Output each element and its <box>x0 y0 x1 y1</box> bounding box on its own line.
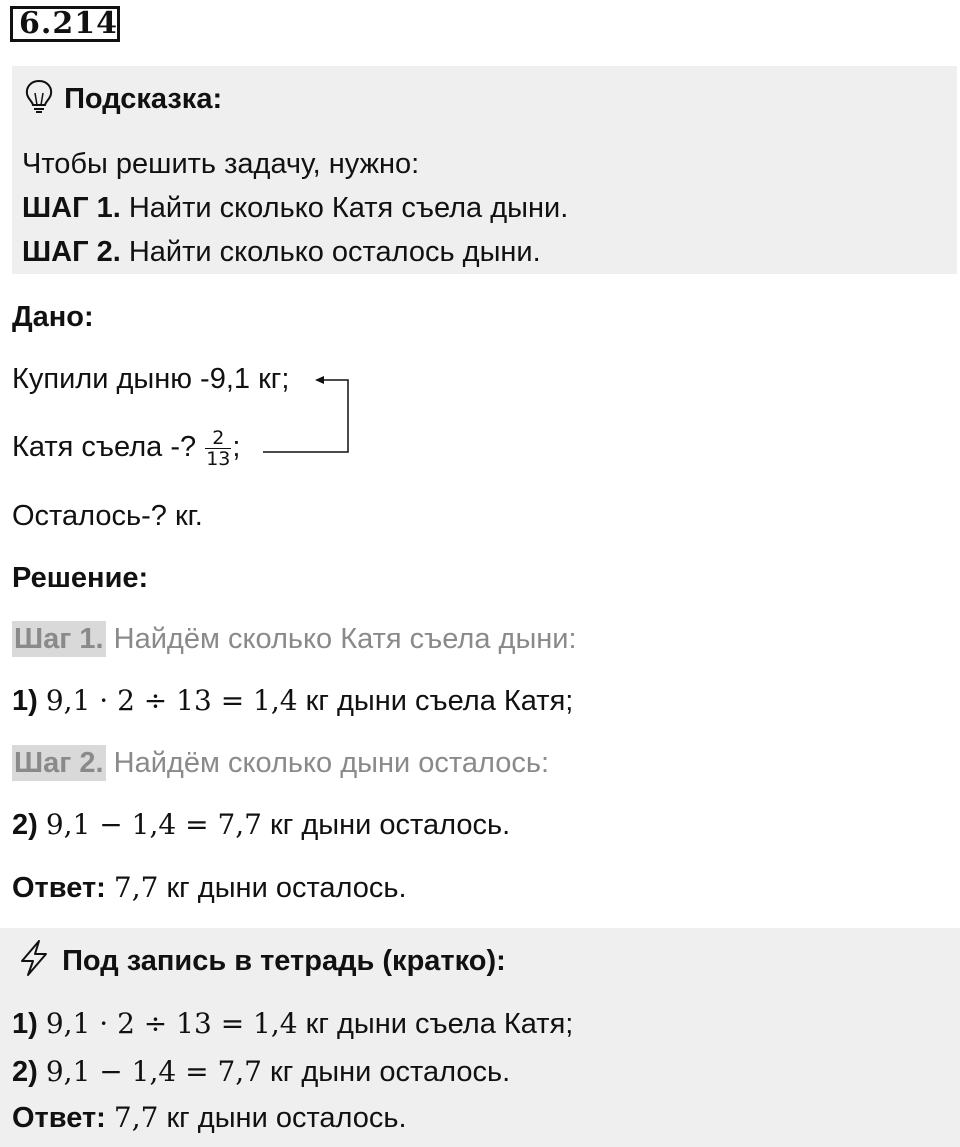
calc-number: 2) <box>12 809 38 841</box>
hint-title-row <box>22 78 222 123</box>
solution-title: Решение: <box>12 562 149 594</box>
given-eaten-label: Катя съела -? <box>12 431 197 464</box>
calc-expression: 9,1 · 2 ÷ 13 = 1,4 <box>45 1007 298 1040</box>
notes-title-row <box>14 938 506 987</box>
answer-label: Ответ: <box>12 1102 106 1134</box>
solution-calc-2 <box>12 807 510 843</box>
solution-calc-1 <box>12 683 573 719</box>
step-text: Найдём сколько Катя съела дыни: <box>113 623 577 655</box>
hint-step-label: ШАГ 2. <box>22 236 121 268</box>
hint-intro: Чтобы решить задачу, нужно: <box>22 148 420 180</box>
lightning-icon <box>14 938 54 987</box>
hint-step-label: ШАГ 1. <box>22 192 121 224</box>
calc-number: 1) <box>12 1008 38 1040</box>
calc-expression: 9,1 · 2 ÷ 13 = 1,4 <box>45 684 298 717</box>
given-line-1: Купили дыню -9,1 кг; <box>12 363 290 395</box>
problem-number: 6.214 <box>10 6 120 42</box>
lightbulb-icon <box>22 78 56 123</box>
step-text: Найдём сколько дыни осталось: <box>113 747 549 779</box>
hint-title: Подсказка: <box>64 83 223 116</box>
calc-text: кг дыни осталось. <box>270 1056 511 1088</box>
fraction <box>205 428 231 469</box>
hint-step-1 <box>22 190 568 226</box>
given-line-2-suffix: ; <box>232 431 241 464</box>
given-line-3: Осталось-? кг. <box>12 500 203 532</box>
solution-step-2 <box>12 745 549 781</box>
answer-value: 7,7 <box>113 871 159 904</box>
step-label: Шаг 2. <box>14 747 104 779</box>
answer-label: Ответ: <box>12 872 106 904</box>
answer-text: кг дыни осталось. <box>166 1102 407 1134</box>
given-line-2 <box>12 428 240 469</box>
notes-calc-1 <box>12 1006 573 1042</box>
bracket-connector <box>255 370 355 460</box>
given-title: Дано: <box>12 301 94 333</box>
answer-value: 7,7 <box>113 1101 159 1134</box>
calc-number: 1) <box>12 685 38 717</box>
fraction-denominator: 13 <box>206 448 231 470</box>
calc-number: 2) <box>12 1056 38 1088</box>
hint-step-2 <box>22 234 541 270</box>
notes-calc-2 <box>12 1054 510 1090</box>
calc-expression: 9,1 − 1,4 = 7,7 <box>45 1055 262 1088</box>
solution-answer <box>12 870 407 906</box>
calc-text: кг дыни осталось. <box>270 809 511 841</box>
fraction-numerator: 2 <box>205 428 231 449</box>
hint-step-text: Найти сколько Катя съела дыни. <box>128 192 569 224</box>
calc-text: кг дыни съела Катя; <box>305 685 574 717</box>
notes-title: Под запись в тетрадь (кратко): <box>62 945 506 978</box>
step-label: Шаг 1. <box>14 623 104 655</box>
calc-text: кг дыни съела Катя; <box>305 1008 574 1040</box>
notes-answer <box>12 1100 407 1136</box>
answer-text: кг дыни осталось. <box>166 872 407 904</box>
hint-step-text: Найти сколько осталось дыни. <box>128 236 541 268</box>
solution-step-1 <box>12 621 577 657</box>
calc-expression: 9,1 − 1,4 = 7,7 <box>45 808 262 841</box>
